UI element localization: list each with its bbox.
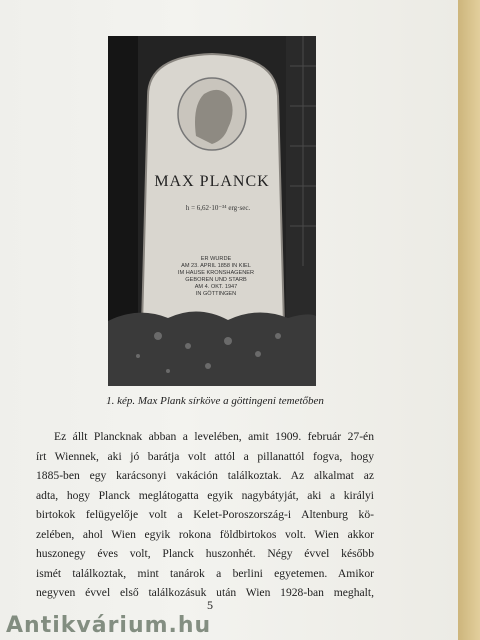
paragraph-line: Ez állt Plancknak abban a levelében, amit 1909. február 27-én xyxy=(54,430,374,443)
figure-caption: 1. kép. Max Plank sírköve a göttingeni temetőben xyxy=(106,395,324,407)
paragraph-line: 1885-ben egy karácsonyi vakáción találkoztak. Az alkalmat az xyxy=(36,469,374,482)
paragraph-line: zelében, ahol Wien egyik rokona földbirtokos volt. Wien akkor xyxy=(36,527,374,541)
paragraph-line: negyven évvel első találkozásuk után Wien 1928-ban meghalt, xyxy=(36,586,374,599)
paragraph-line: birtokok felügyelője volt a Kelet-Poroszország-i Altenburg kö- xyxy=(36,508,374,521)
paragraph-line: adta, hogy Planck meglátogatta egyik nagybátyját, aki a királyi xyxy=(36,488,374,502)
epitaph-line: ER WURDE xyxy=(200,256,232,262)
epitaph-line: AM 23. APRIL 1858 IN KIEL xyxy=(181,263,251,269)
gravestone-name: MAX PLANCK xyxy=(154,173,270,190)
epitaph-line: IM HAUSE KRONSHAGENER xyxy=(177,270,255,276)
paragraph-line: ismét találkoztak, mint tanárok a berlini egyetemen. Amikor xyxy=(36,566,374,580)
epitaph-line: GEBOREN UND STARB xyxy=(185,277,247,283)
body-paragraph xyxy=(36,427,374,603)
epitaph-line: IN GÖTTINGEN xyxy=(195,291,237,297)
watermark: Antikvárium.hu xyxy=(6,613,212,638)
paragraph-line: huszonegy éves volt, Planck huszonhét. Négy évvel később xyxy=(36,547,374,560)
paragraph-line: írt Wiennek, aki jó barátja volt attól a pillanattól fogva, hogy xyxy=(36,449,374,463)
epitaph-line: AM 4. OKT. 1947 xyxy=(194,284,238,290)
gravestone-photo xyxy=(108,36,316,386)
gravestone-formula: h = 6,62·10⁻³⁴ erg·sec. xyxy=(185,204,251,212)
page-number: 5 xyxy=(207,598,213,612)
page-edge xyxy=(458,0,480,640)
